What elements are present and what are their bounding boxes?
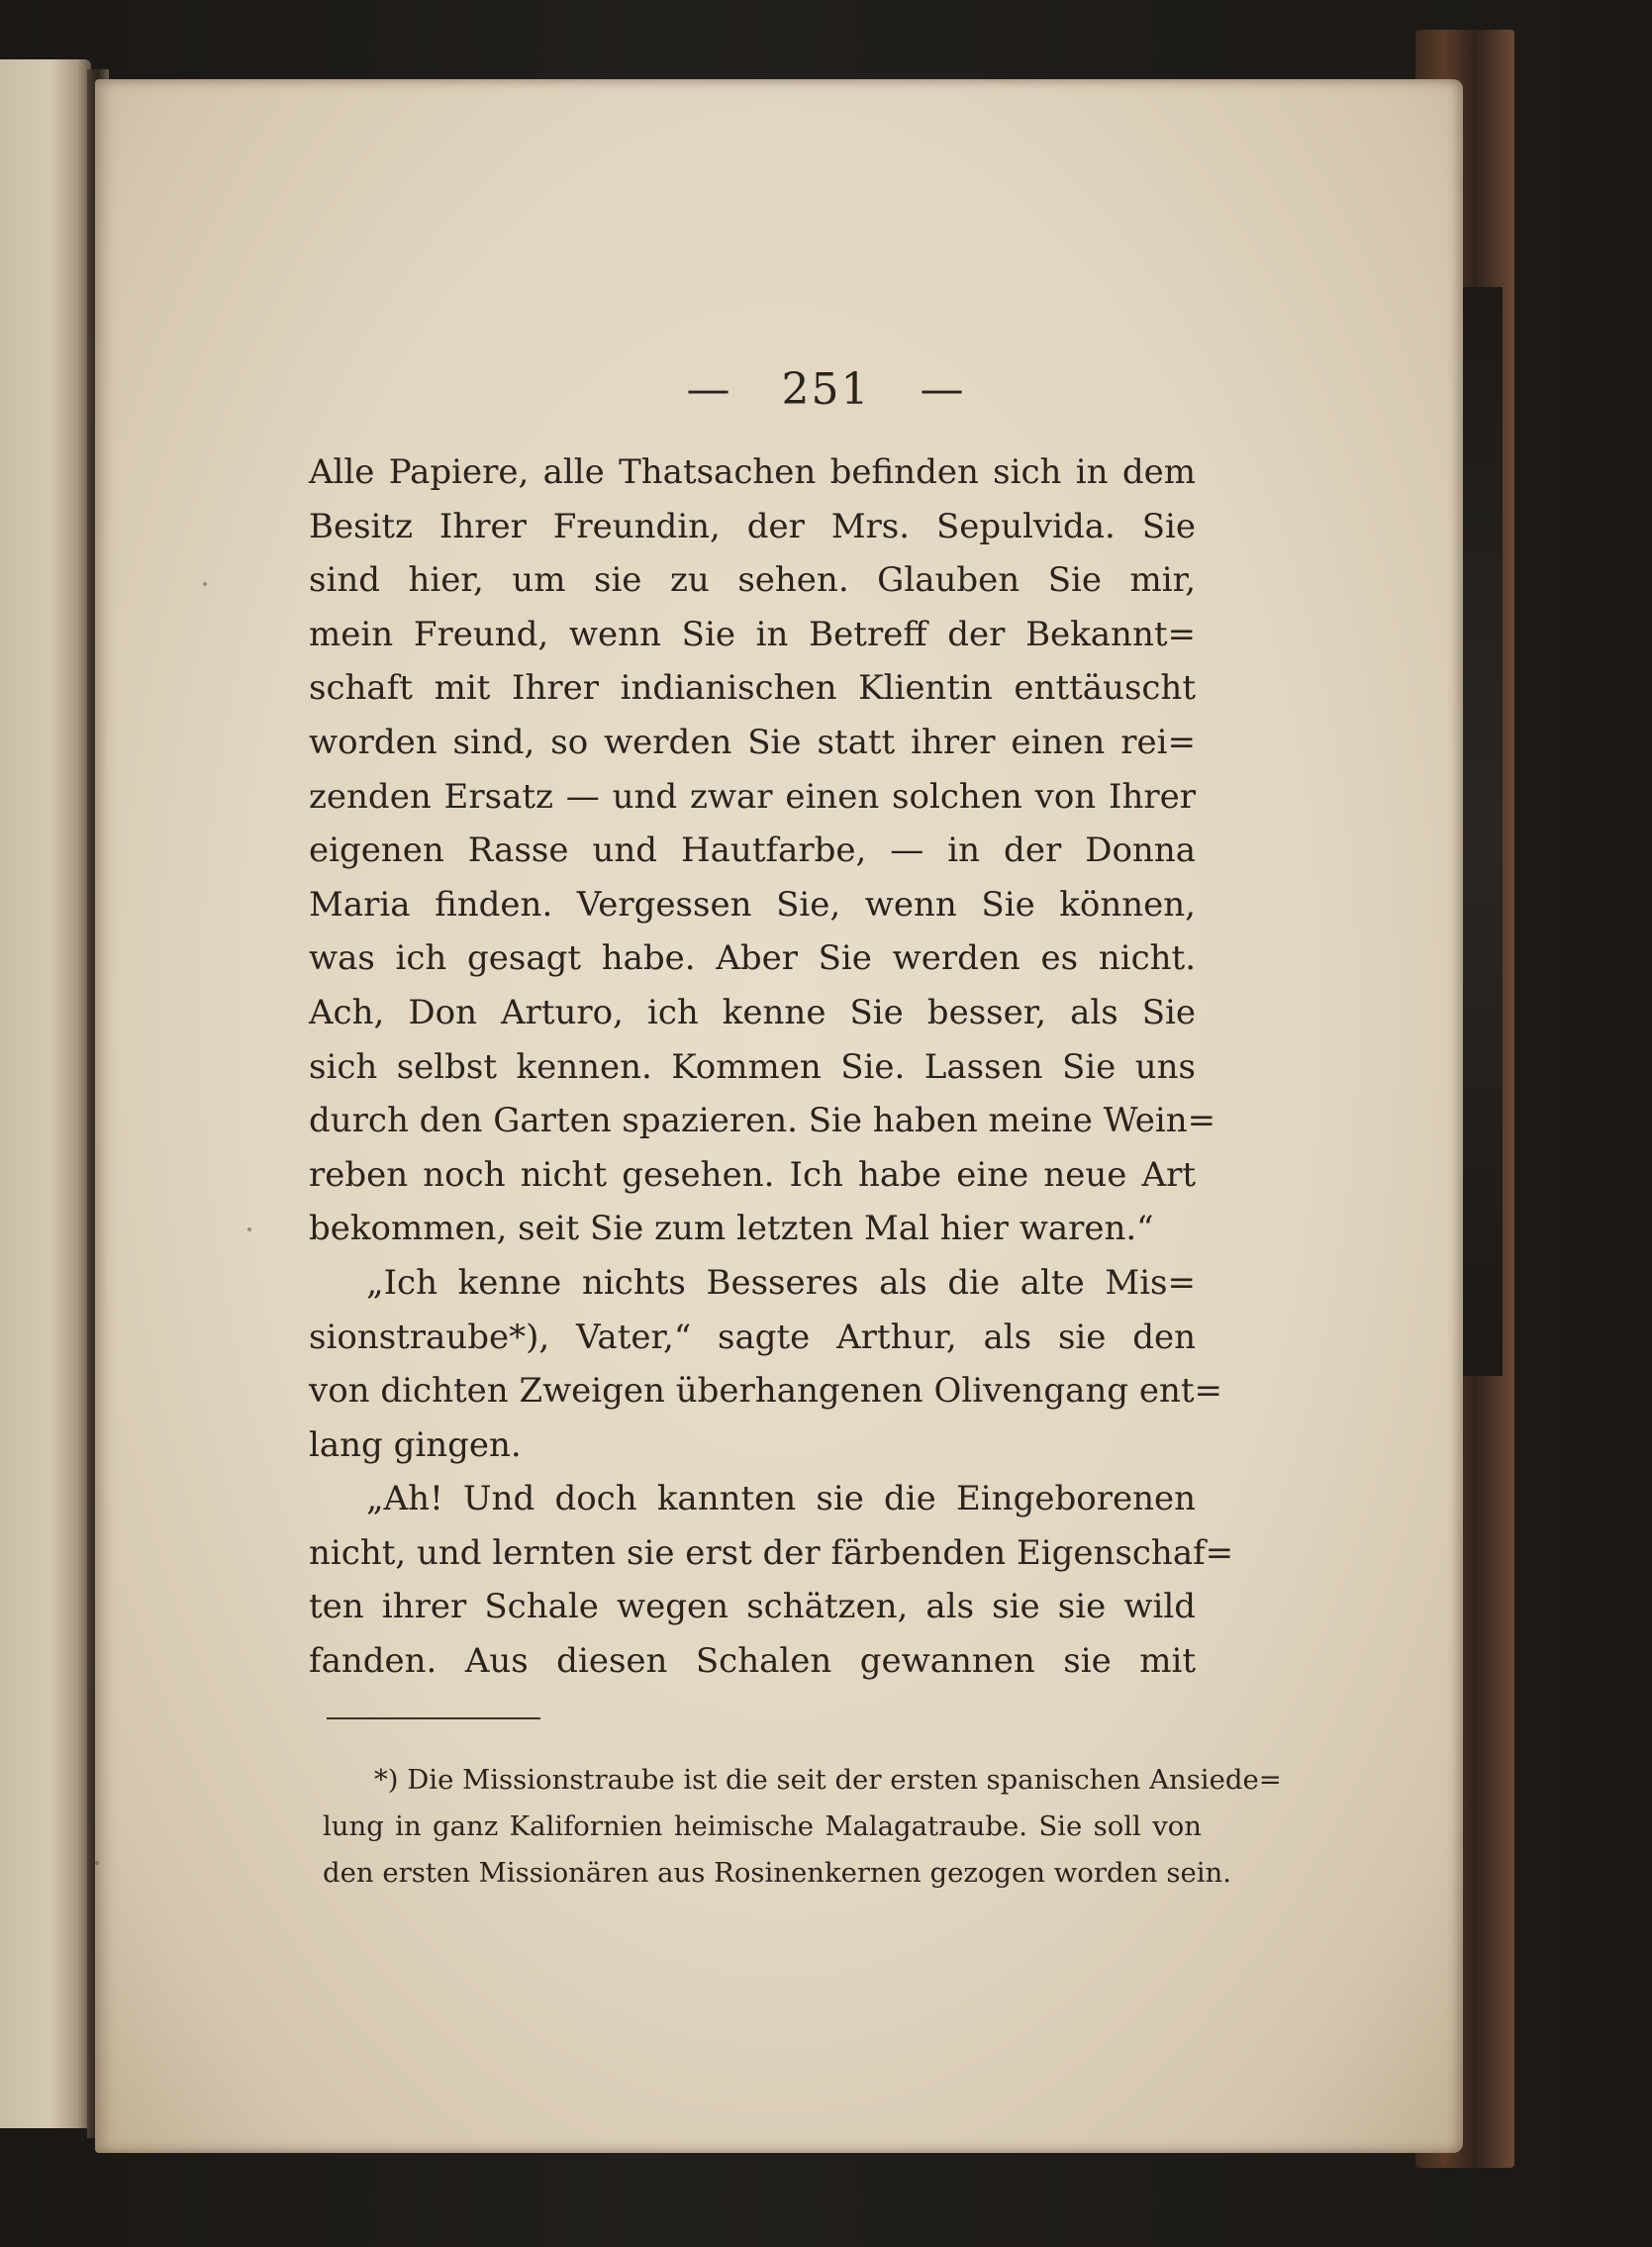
page-number: 251 <box>781 364 871 415</box>
footnote-line: den ersten Missionären aus Rosinenkernen gezogen worden sein. <box>323 1857 1231 1889</box>
text-line: schaft mit Ihrer indianischen Klientin enttäuscht <box>309 668 1196 709</box>
text-line: was ich gesagt habe. Aber Sie werden es nicht. <box>309 938 1196 979</box>
body-text <box>309 445 1234 1689</box>
text-line: lang gingen. <box>309 1424 522 1465</box>
text-line: „Ah! Und doch kannten sie die Eingeborenen <box>366 1479 1196 1519</box>
footnote-line: *) Die Missionstraube ist die seit der ersten spanischen Ansiede= <box>374 1764 1282 1796</box>
header-dash-left: — <box>686 364 732 415</box>
header-dash-right: — <box>920 364 966 415</box>
footnote-line: lung in ganz Kalifornien heimische Malagatraube. Sie soll von <box>323 1810 1202 1842</box>
text-line: ten ihrer Schale wegen schätzen, als sie sie wild <box>309 1587 1196 1627</box>
book-cover-spine-shadow <box>1461 287 1503 1376</box>
text-line: sind hier, um sie zu sehen. Glauben Sie mir, <box>309 560 1196 601</box>
text-line: durch den Garten spazieren. Sie haben meine Wein= <box>309 1101 1216 1141</box>
paper-speck <box>95 1861 99 1865</box>
text-line: zenden Ersatz — und zwar einen solchen von Ihrer <box>309 776 1196 817</box>
text-line: Alle Papiere, alle Thatsachen befinden sich in dem <box>309 452 1196 492</box>
page-number-header <box>0 364 1652 415</box>
text-line: bekommen, seit Sie zum letzten Mal hier waren.“ <box>309 1209 1154 1249</box>
text-line: fanden. Aus diesen Schalen gewannen sie mit <box>309 1641 1196 1682</box>
text-line: nicht, und lernten sie erst der färbenden Eigenschaf= <box>309 1532 1234 1573</box>
text-line: mein Freund, wenn Sie in Betreff der Bekannt= <box>309 614 1196 654</box>
text-line: Maria finden. Vergessen Sie, wenn Sie können, <box>309 884 1196 925</box>
text-line: Ach, Don Arturo, ich kenne Sie besser, als Sie <box>309 992 1196 1032</box>
text-line: „Ich kenne nichts Besseres als die alte Mis= <box>366 1262 1196 1303</box>
footnote-separator-rule <box>327 1717 540 1719</box>
paper-speck <box>247 1227 251 1231</box>
text-line: reben noch nicht gesehen. Ich habe eine neue Art <box>309 1154 1196 1195</box>
text-line: von dichten Zweigen überhangenen Olivengang ent= <box>309 1371 1222 1412</box>
text-line: sich selbst kennen. Kommen Sie. Lassen Sie uns <box>309 1046 1196 1087</box>
text-line: worden sind, so werden Sie statt ihrer einen rei= <box>309 722 1196 762</box>
paper-speck <box>203 582 207 586</box>
text-line: Besitz Ihrer Freundin, der Mrs. Sepulvida. Sie <box>309 506 1196 546</box>
text-line: eigenen Rasse und Hautfarbe, — in der Donna <box>309 830 1196 871</box>
text-line: sionstraube*), Vater,“ sagte Arthur, als sie den <box>309 1317 1196 1357</box>
footnote <box>323 1757 1282 1897</box>
